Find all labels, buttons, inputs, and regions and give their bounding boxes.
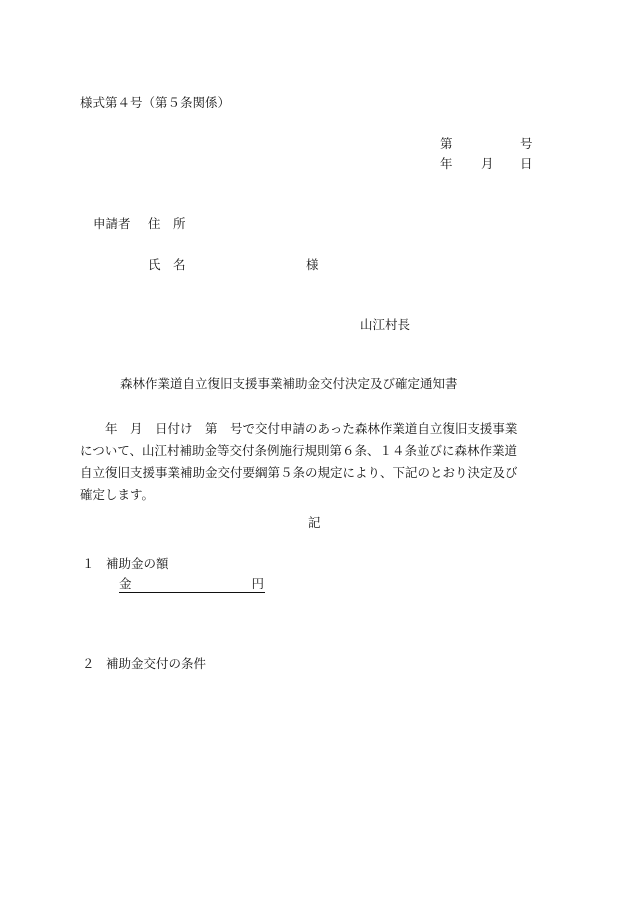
item-number: １ (82, 556, 95, 571)
amount-unit: 円 (251, 576, 264, 591)
address-label: 住 所 (148, 216, 186, 231)
date-day-label: 日 (520, 156, 533, 171)
applicant-label: 申請者 (93, 216, 131, 231)
date-year-label: 年 (440, 156, 453, 171)
item-number: ２ (82, 656, 95, 671)
date-month-label: 月 (481, 156, 494, 171)
amount-field (119, 578, 265, 593)
ki-heading: 記 (308, 515, 321, 530)
body-line: 確定します。 (80, 487, 155, 502)
document-number-suffix: 号 (520, 136, 533, 151)
honorific: 様 (306, 257, 319, 272)
name-label: 氏 名 (148, 257, 186, 272)
item-label-conditions: 補助金交付の条件 (106, 656, 207, 671)
document-title: 森林作業道自立復旧支援事業補助金交付決定及び確定通知書 (120, 376, 458, 391)
form-number: 様式第４号（第５条関係） (80, 95, 231, 110)
body-paragraph (80, 418, 560, 506)
body-line: について、山江村補助金等交付条例施行規則第６条、１４条並びに森林作業道 (80, 443, 518, 458)
document-number-label: 第 (440, 136, 453, 151)
amount-prefix: 金 (119, 576, 132, 591)
item-label-subsidy-amount: 補助金の額 (106, 556, 169, 571)
issuer: 山江村長 (360, 317, 411, 332)
body-line: 自立復旧支援事業補助金交付要綱第５条の規定により、下記のとおり決定及び (80, 465, 518, 480)
body-line: 年 月 日付け 第 号で交付申請のあった森林作業道自立復旧支援事業 (80, 421, 518, 436)
